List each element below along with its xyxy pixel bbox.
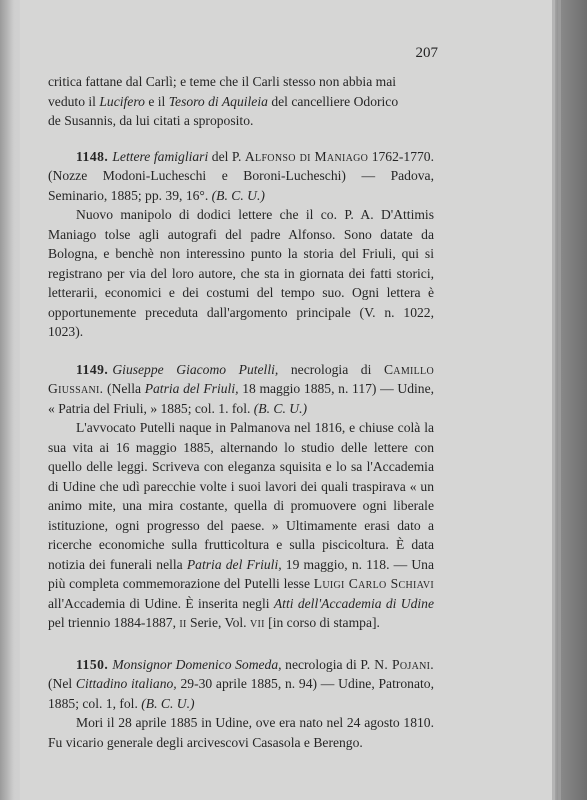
entry-author: P. N. Pojani. [360,656,434,672]
source-abbrev: (B. C. U.) [211,187,265,203]
citation-details: 18 maggio 1885, n. 117) — Udine, « Patria del Friuli, » 1885; col. 1. fol. [48,381,434,416]
intro-line: veduto il Lucifero e il Tesoro di Aquileia del cancelliere Odorico [48,93,399,109]
person-name: Luigi Carlo Schiavi [313,576,434,591]
series-numeral: ii [179,615,187,630]
journal-title: Cittadino italiano, [75,676,177,691]
source-abbrev: (B. C. U.) [141,695,195,711]
entry-title: Giuseppe Giacomo Putelli, [112,361,279,377]
journal-title: Atti dell'Accademia di Udine [273,595,434,611]
bibliography-entry [48,655,434,753]
body-text: L'avvocato Putelli naque in Palmanova nel 1816, e chiuse colà la sua vita ai 16 maggio 1885, alternando lo studio delle lettere con quello delle leggi. Scriveva con eleganza squisita e lo sa l'Accademia di Udine che udì parecchie volte i suoi lavori dei quali traspirava « un animo mite, una mira costante, quella di promuovere ogni liberale istituzione, ogni progresso del paese. » Ultimamente erasi dato a ricerche economiche sulla frutticoltura e sulla piscicoltura. È data notizia dei funerali nella [48,420,434,572]
page-edge [558,0,561,800]
citation-text: (Nella [103,381,145,396]
citation-text: del P. [208,148,245,164]
citation-text: necrologia di [281,656,361,672]
body-text: all'Accademia di Udine. È inserita negli [48,595,274,611]
citation-details: 29-30 aprile 1885, n. 94) — Udine, Patronato, 1885; col. 1, fol. [48,676,434,711]
entry-citation [48,655,434,714]
citation-details: 1762-1770. (Nozze Modoni-Lucheschi e Boroni-Lucheschi) — Padova, Seminario, 1885; pp. 39, 16°. [48,148,435,203]
entry-citation [48,360,434,419]
body-text: Serie, Vol. [186,615,250,630]
intro-paragraph [48,72,434,131]
intro-line: critica fattane dal Carlì; e teme che il Carli stesso non abbia mai [48,74,397,89]
body-text: 19 maggio, n. 118. — Una più completa commemorazione del Putelli lesse [48,556,434,591]
entry-citation [48,147,434,206]
bibliography-entry [48,360,434,633]
entry-body: Nuovo manipolo di dodici lettere che il co. P. A. D'Attimis Maniago tolse agli autografi del padre Alfonso. Sono datate da Bologna, e benchè non interessino punto la storia del Friuli, qui si registrano per via del loro autore, che sta in giornata dei fatti storici, letterarii, economici e dei costumi del tempo suo. Ogni lettera è opportunemente preceduta dall'argomento principale (V. n. 1022, 1023). [48,207,434,339]
citation-text: necrologia di [278,361,384,377]
entry-body: Mori il 28 aprile 1885 in Udine, ove era nato nel 24 agosto 1810. Fu vicario generale degli arcivescovi Casasola e Berengo. [48,715,434,750]
entry-title: Lettere famigliari [112,148,209,164]
source-abbrev: (B. C. U.) [253,400,308,416]
volume-numeral: vii [249,615,265,630]
page-edge [552,0,555,800]
journal-title: Patria del Friuli, [186,556,282,572]
entry-title: Monsignor Domenico Someda, [112,656,282,672]
body-text: [in corso di stampa]. [264,615,380,630]
entry-body [48,418,434,633]
citation-text: (Nel [48,676,76,691]
entry-number: 1148. [76,148,109,164]
intro-line: de Susannis, da lui citati a sproposito. [48,113,254,128]
page-number: 207 [415,45,438,61]
entry-author: Alfonso di Maniago [244,148,369,164]
entry-number: 1150. [76,656,109,672]
bibliography-entry [48,147,434,342]
entry-author: Camillo Giussani. [48,361,434,396]
entry-number: 1149. [76,361,109,377]
body-text: pel triennio 1884-1887, [48,615,180,630]
page-text [48,72,434,752]
journal-title: Patria del Friuli, [144,381,239,396]
